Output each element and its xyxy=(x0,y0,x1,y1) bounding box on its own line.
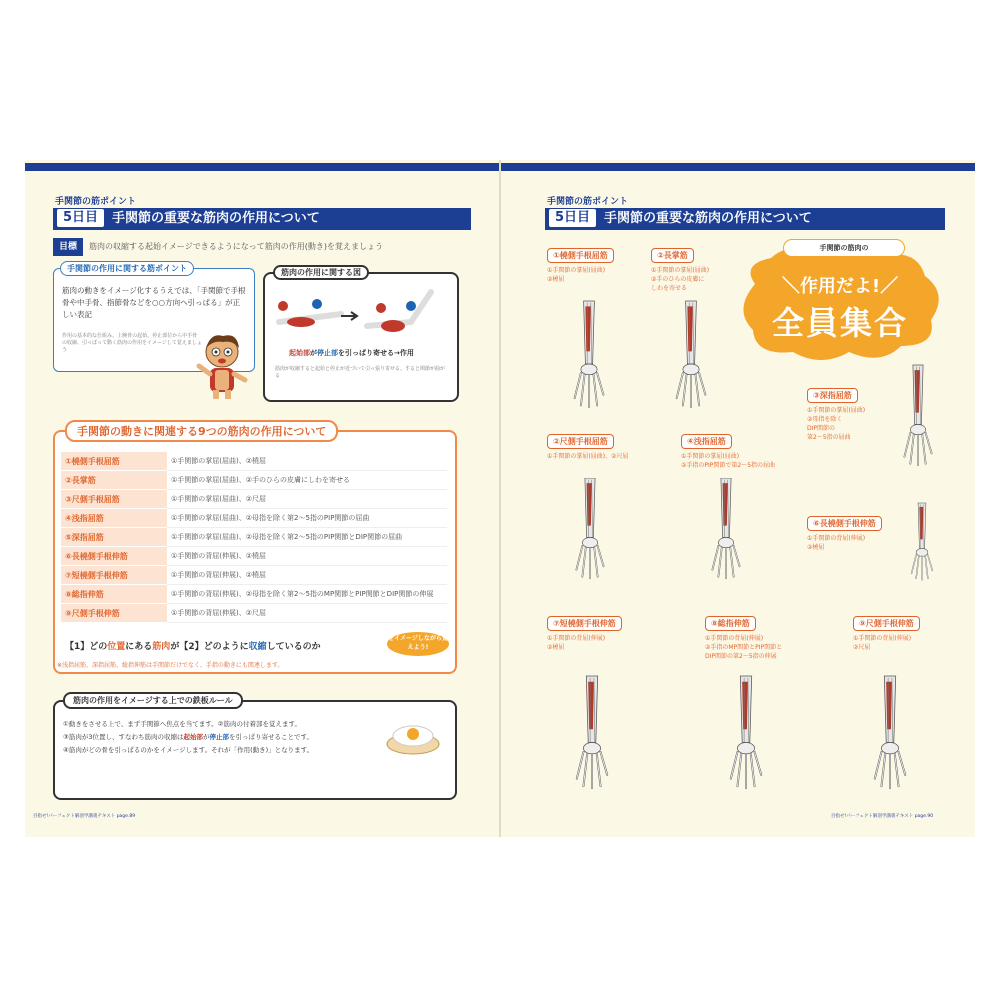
goal-text: 筋肉の収縮する起始イメージできるようになって筋肉の作用(動き)を覚えましょう xyxy=(89,242,384,251)
forearm-anatomy-illustration xyxy=(901,360,935,472)
muscle-name: ③尺側手根屈筋 xyxy=(61,490,167,509)
muscle-label: ④浅指屈筋 xyxy=(681,434,732,449)
page-title: 手関節の重要な筋肉の作用について xyxy=(604,211,812,226)
rule-line: ④筋肉がどの骨を引っぱるのかをイメージします。それが「作用(動き)」となります。 xyxy=(63,746,314,754)
forearm-anatomy-illustration xyxy=(909,490,935,594)
page-title: 手関節の重要な筋肉の作用について xyxy=(112,211,320,226)
q-part: 【1】どの xyxy=(65,642,108,652)
muscle-description xyxy=(807,534,865,552)
description-line: ①手関節の背屈(伸展) xyxy=(547,635,606,642)
page-footer-left: 目指せ!パーフェクト解剖学講義テキスト page.89 xyxy=(33,814,136,819)
q-part: 位置 xyxy=(107,642,126,652)
muscle-label: ②尺側手根屈筋 xyxy=(547,434,614,449)
muscle-action: ①手関節の背屈(伸展)、②橈屈 xyxy=(167,566,447,585)
muscle-diagram-illustration xyxy=(271,286,451,346)
description-line: ①手関節の背屈(伸展) xyxy=(807,535,866,542)
muscle-description xyxy=(547,634,605,652)
table-row xyxy=(61,509,447,528)
q-part: 収縮 xyxy=(248,642,267,652)
muscle-description xyxy=(853,634,911,652)
table-row xyxy=(61,566,447,585)
rule-line xyxy=(63,731,393,744)
muscle-action: ①手関節の背屈(伸展)、②尺屈 xyxy=(167,604,447,623)
muscle-name: ⑥長橈側手根伸筋 xyxy=(61,547,167,566)
muscle-table-box xyxy=(53,425,457,674)
goal-row xyxy=(53,238,471,256)
caption-particle: が xyxy=(310,349,317,357)
description-line: DIP関節の第2～5指の伸展 xyxy=(705,653,777,660)
description-line: ①手関節の掌屈(屈曲) xyxy=(681,453,740,460)
muscle-description xyxy=(651,266,709,293)
description-line: ①手関節の掌屈(屈曲) xyxy=(547,267,606,274)
muscle-table-header: 手関節の動きに関連する9つの筋肉の作用について xyxy=(65,420,338,442)
goal-label: 目標 xyxy=(53,238,83,256)
forearm-anatomy-illustration xyxy=(707,478,745,580)
rules-box xyxy=(53,696,457,800)
muscle-label: ⑥長橈側手根伸筋 xyxy=(807,516,882,531)
top-rule xyxy=(501,163,975,171)
point-box-note: 作用の基本的な仕組み。上腕骨の起始、停止部位から中手骨の収縮、引っぱって動く筋肉の作用をイメージして覚えましょう xyxy=(62,333,202,353)
muscle-label: ③深指屈筋 xyxy=(807,388,858,403)
mascot-illustration xyxy=(193,330,251,400)
table-row xyxy=(61,585,447,604)
muscle-name: ①橈側手根屈筋 xyxy=(61,452,167,471)
muscle-description xyxy=(547,266,605,284)
description-line: ②手のひらの皮膚に xyxy=(651,276,705,283)
forearm-anatomy-illustration xyxy=(573,674,611,792)
table-row xyxy=(61,490,447,509)
q-part: が【2】どのように xyxy=(170,642,249,652)
forearm-anatomy-illustration xyxy=(727,674,765,792)
muscle-name: ④浅指屈筋 xyxy=(61,509,167,528)
left-page xyxy=(25,160,499,837)
muscle-description xyxy=(705,634,782,661)
muscle-action: ①手関節の掌屈(屈曲)、②母指を除く第2～5指のPIP関節とDIP関節の屈曲 xyxy=(167,528,447,547)
description-line: ②橈屈 xyxy=(807,544,825,551)
description-line: ②母指を除く xyxy=(807,416,843,423)
diagram-box xyxy=(263,268,459,402)
description-line: しわを寄せる xyxy=(651,285,688,292)
description-line: ②手指のPIP関節で第2～5指の屈曲 xyxy=(681,462,776,469)
muscle-action: ①手関節の背屈(伸展)、②母指を除く第2～5指のMP関節とPIP関節とDIP関節の伸展 xyxy=(167,585,447,604)
table-row xyxy=(61,547,447,566)
q-part: しているのか xyxy=(266,642,321,652)
rule-part: 起始部 xyxy=(183,733,203,741)
rules-text xyxy=(63,718,393,757)
rule-part: を引っぱり寄せることです。 xyxy=(228,733,313,741)
all-members-bubble xyxy=(731,234,949,372)
page-title-bar xyxy=(53,208,471,230)
right-page xyxy=(501,160,975,837)
insertion-label: 停止部 xyxy=(317,349,338,357)
muscle-name: ⑤深指屈筋 xyxy=(61,528,167,547)
muscle-name: ⑨尺側手根伸筋 xyxy=(61,604,167,623)
page-kicker: 手関節の筋ポイント xyxy=(547,197,629,207)
muscle-label: ⑦短橈側手根伸筋 xyxy=(547,616,622,631)
description-line: ①手関節の掌屈(屈曲) xyxy=(807,407,866,414)
muscle-action: ①手関節の掌屈(屈曲)、②橈屈 xyxy=(167,452,447,471)
fried-egg-illustration xyxy=(385,716,441,756)
muscle-label: ⑧総指伸筋 xyxy=(705,616,756,631)
page-kicker: 手関節の筋ポイント xyxy=(55,197,137,207)
diagram-note: 筋肉が収縮すると起始と停止が近づいて引っ張り寄せる。すると関節が曲がる xyxy=(275,366,446,379)
muscle-description xyxy=(681,452,775,470)
diagram-caption xyxy=(289,348,414,358)
muscle-action: ①手関節の掌屈(屈曲)、②母指を除く第2～5指のPIP関節の屈曲 xyxy=(167,509,447,528)
bubble-line2: 全員集合 xyxy=(771,304,908,342)
rule-part: ③筋肉が3位置し、すなわち筋肉の収縮は xyxy=(63,733,184,741)
forearm-anatomy-illustration xyxy=(571,296,607,414)
description-line: DIP関節の xyxy=(807,425,836,432)
muscle-table xyxy=(61,452,447,623)
forearm-anatomy-illustration xyxy=(571,478,609,580)
muscle-action: ①手関節の背屈(伸展)、②橈屈 xyxy=(167,547,447,566)
table-row xyxy=(61,452,447,471)
top-rule xyxy=(25,163,499,171)
bubble-line1: ＼作用だよ!／ xyxy=(781,276,899,297)
description-line: 第2～5指の屈曲 xyxy=(807,434,851,441)
muscle-description xyxy=(807,406,865,442)
rules-box-header: 筋肉の作用をイメージする上での鉄板ルール xyxy=(63,692,243,709)
table-row xyxy=(61,528,447,547)
muscle-name: ⑧総指伸筋 xyxy=(61,585,167,604)
description-line: ①手関節の掌屈(屈曲)、②尺屈 xyxy=(547,453,629,460)
muscle-label: ②長掌筋 xyxy=(651,248,694,263)
rule-part: が xyxy=(202,733,210,741)
muscle-label: ⑨尺側手根伸筋 xyxy=(853,616,920,631)
forearm-anatomy-illustration xyxy=(871,674,909,792)
muscle-description xyxy=(547,452,628,461)
point-box-body: 筋肉の動きをイメージ化するうえでは、「手関節で手根骨や中手骨、指節骨などを○○方向へ引っぱる」が正しい表記 xyxy=(62,286,246,319)
rule-line: ①動きをさせる上で、まず手関節へ焦点を当てます。②筋肉の付着部を覚えます。 xyxy=(63,720,301,728)
page-footer-right: 目指せ!パーフェクト解剖学講義テキスト page.90 xyxy=(831,814,934,819)
origin-label: 起始部 xyxy=(289,349,310,357)
rule-part: 停止部 xyxy=(209,733,229,741)
q-part: にある xyxy=(125,642,153,652)
table-row xyxy=(61,604,447,623)
table-footnote: ※浅指屈筋、深指屈筋、総指伸筋は手関節だけでなく、手指の動きにも関連します。 xyxy=(57,662,284,669)
question-bubble: をイメージしながら覚えよう! xyxy=(387,632,449,656)
question-line xyxy=(65,639,321,652)
page-title-bar xyxy=(545,208,945,230)
q-part: 筋肉 xyxy=(152,642,171,652)
muscle-action: ①手関節の掌屈(屈曲)、②尺屈 xyxy=(167,490,447,509)
description-line: ①手関節の背屈(伸展) xyxy=(705,635,764,642)
description-line: ②尺屈 xyxy=(853,644,871,651)
table-row xyxy=(61,471,447,490)
description-line: ②橈屈 xyxy=(547,644,565,651)
day-tag: 5日目 xyxy=(57,209,104,227)
point-box-header: 手関節の作用に関する筋ポイント xyxy=(60,261,194,276)
description-line: ①手関節の掌屈(屈曲) xyxy=(651,267,710,274)
muscle-label: ①橈側手根屈筋 xyxy=(547,248,614,263)
description-line: ②手指のMP関節とPIP関節と xyxy=(705,644,783,651)
diagram-box-header: 筋肉の作用に関する図 xyxy=(273,265,369,280)
description-line: ②橈屈 xyxy=(547,276,565,283)
muscle-name: ⑦短橈側手根伸筋 xyxy=(61,566,167,585)
description-line: ①手関節の背屈(伸展) xyxy=(853,635,912,642)
muscle-name: ②長掌筋 xyxy=(61,471,167,490)
bubble-subtitle: 手関節の筋肉の xyxy=(783,239,905,257)
day-tag: 5日目 xyxy=(549,209,596,227)
caption-end: を引っぱり寄せる→作用 xyxy=(338,349,414,357)
muscle-action: ①手関節の掌屈(屈曲)、②手のひらの皮膚にしわを寄せる xyxy=(167,471,447,490)
forearm-anatomy-illustration xyxy=(673,296,709,414)
